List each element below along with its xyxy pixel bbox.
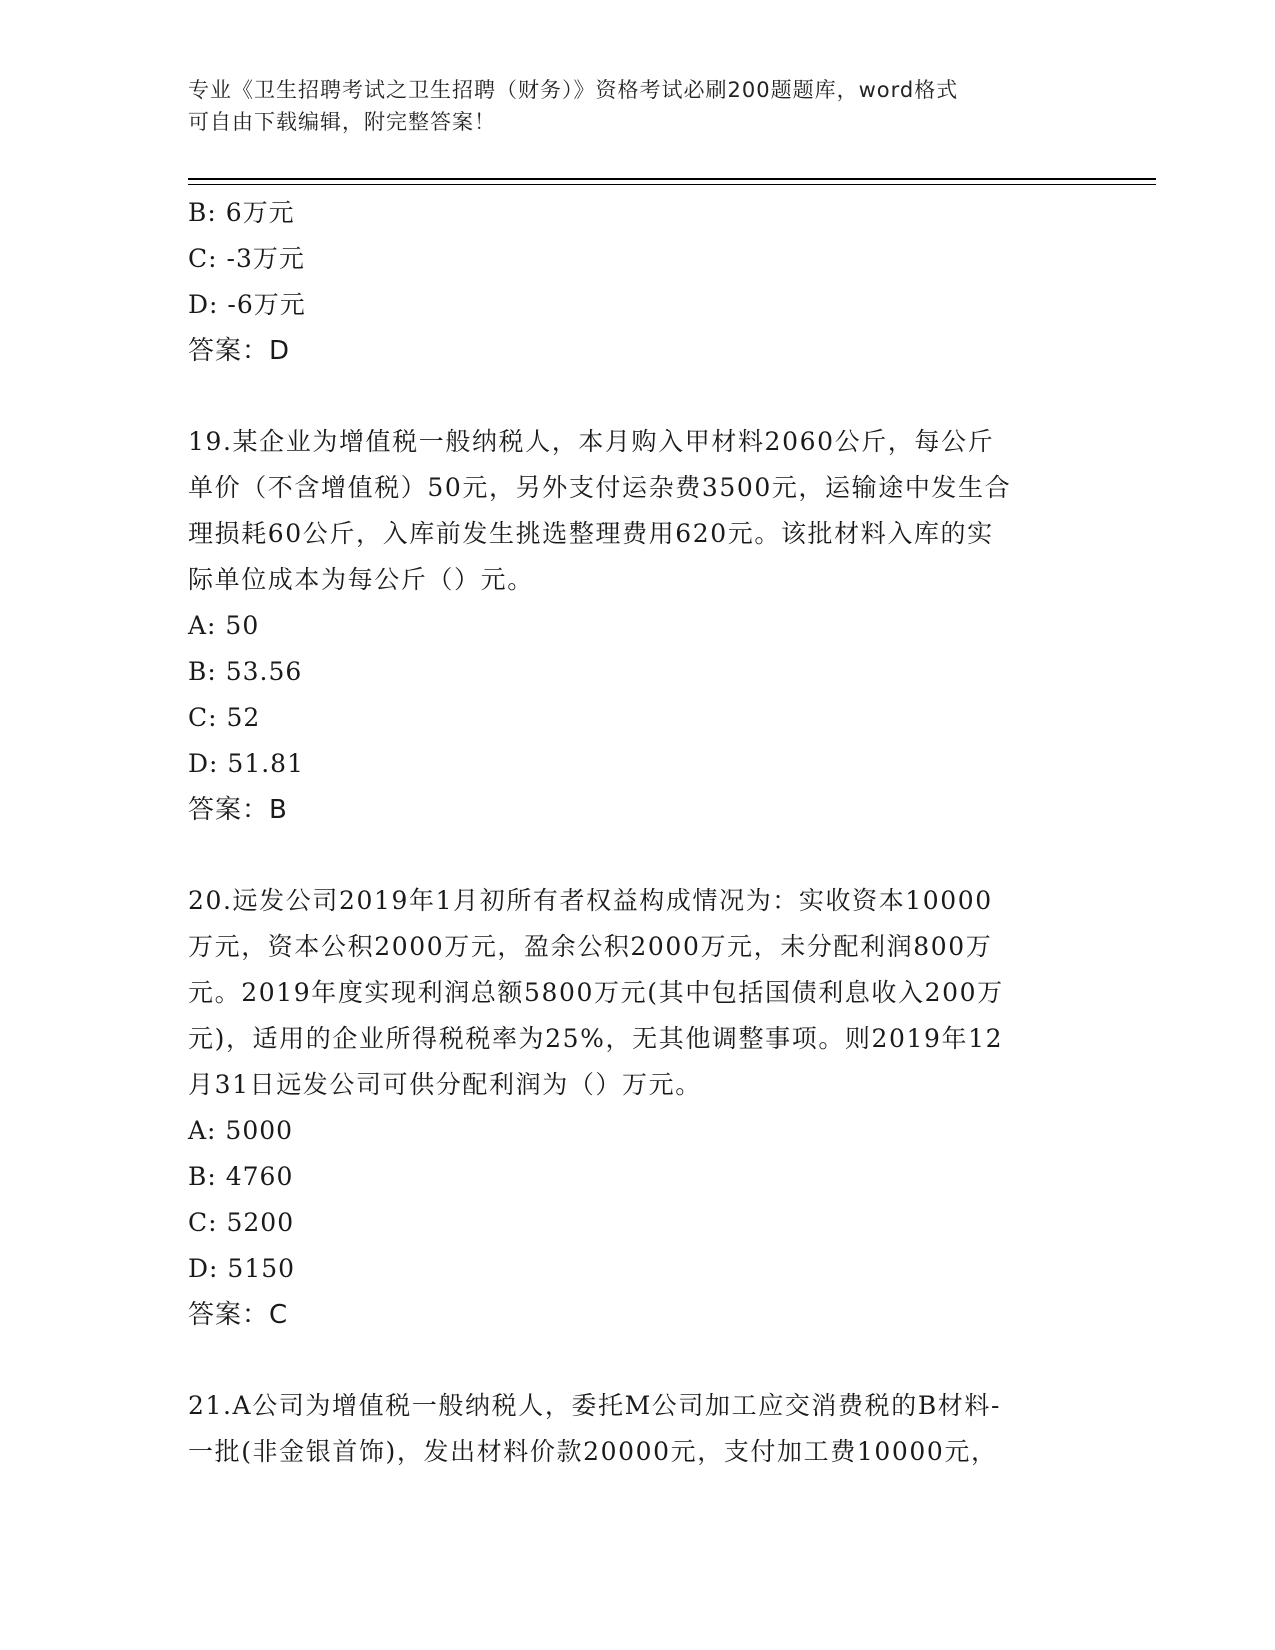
- option-b: B: 4760: [188, 1162, 294, 1191]
- question-19: [188, 419, 1088, 833]
- header-rule-thin: [188, 184, 1156, 185]
- answer: 答案：D: [188, 336, 291, 366]
- stem-line: 月31日远发公司可供分配利润为（）万元。: [188, 1070, 702, 1099]
- document-header: [188, 74, 1088, 138]
- question-stem: [188, 1383, 1088, 1475]
- question-21: [188, 1383, 1088, 1475]
- stem-line: 理损耗60公斤，入库前发生挑选整理费用620元。该批材料入库的实: [188, 519, 994, 548]
- question-stem: [188, 419, 1088, 603]
- stem-line: 一批(非金银首饰)，发出材料价款20000元，支付加工费10000元，: [188, 1437, 998, 1466]
- stem-line: 21.A公司为增值税一般纳税人，委托M公司加工应交消费税的B材料-: [188, 1391, 1002, 1420]
- question-stem: [188, 878, 1088, 1108]
- option-a: A: 5000: [188, 1116, 294, 1145]
- option-b: B: 53.56: [188, 657, 303, 686]
- option-d: D: -6万元: [188, 290, 306, 319]
- spacer: [188, 1338, 1088, 1383]
- stem-line: 际单位成本为每公斤（）元。: [188, 565, 534, 594]
- option-c: C: 5200: [188, 1208, 295, 1237]
- answer: 答案：C: [188, 1300, 289, 1330]
- option-d: D: 51.81: [188, 749, 304, 778]
- option-d: D: 5150: [188, 1254, 296, 1283]
- stem-line: 元)，适用的企业所得税税率为25%，无其他调整事项。则2019年12: [188, 1024, 1004, 1053]
- question-20: [188, 878, 1088, 1338]
- stem-line: 万元，资本公积2000万元，盈余公积2000万元，未分配利润800万: [188, 932, 993, 961]
- answer: 答案：B: [188, 795, 288, 825]
- stem-line: 19.某企业为增值税一般纳税人，本月购入甲材料2060公斤，每公斤: [188, 427, 995, 456]
- option-a: A: 50: [188, 611, 260, 640]
- stem-line: 单价（不含增值税）50元，另外支付运杂费3500元，运输途中发生合: [188, 473, 1012, 502]
- spacer: [188, 833, 1088, 878]
- question-18-tail: [188, 190, 1088, 374]
- stem-line: 元。2019年度实现利润总额5800万元(其中包括国债利息收入200万: [188, 978, 1004, 1007]
- spacer: [188, 374, 1088, 419]
- stem-line: 20.远发公司2019年1月初所有者权益构成情况为：实收资本10000: [188, 886, 993, 915]
- header-line-2: 可自由下载编辑，附完整答案！: [188, 110, 496, 134]
- header-rule-thick: [188, 178, 1156, 180]
- option-b: B: 6万元: [188, 198, 295, 227]
- option-c: C: 52: [188, 703, 261, 732]
- option-c: C: -3万元: [188, 244, 305, 273]
- header-line-1: 专业《卫生招聘考试之卫生招聘（财务）》资格考试必刷200题题库，word格式: [188, 78, 959, 102]
- document-body: [188, 190, 1088, 1475]
